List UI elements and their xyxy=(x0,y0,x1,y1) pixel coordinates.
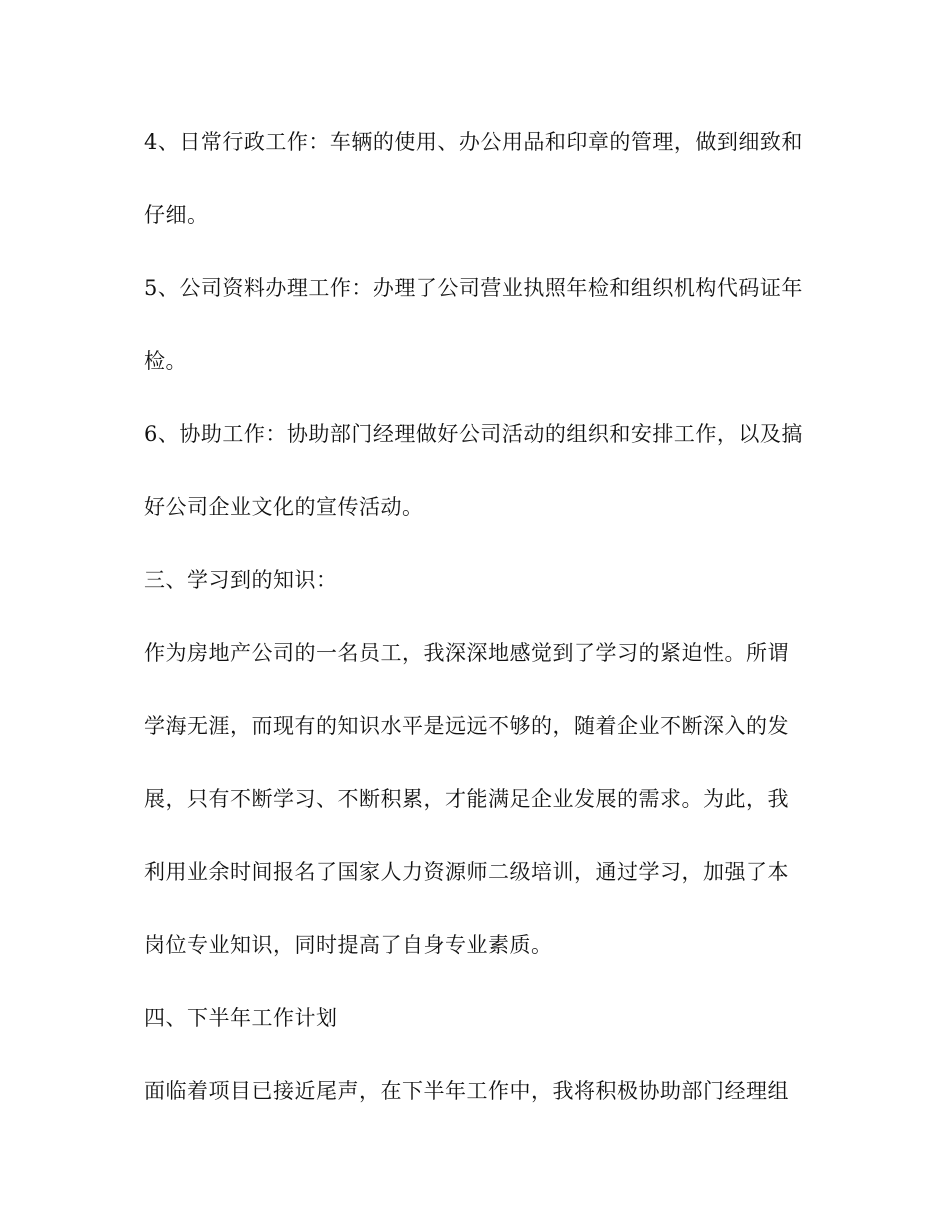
text-line: 6、协助工作：协助部门经理做好公司活动的组织和安排工作，以及搞 xyxy=(144,422,803,446)
text-line: 利用业余时间报名了国家人力资源师二级培训，通过学习，加强了本 xyxy=(144,860,789,884)
text-line: 4、日常行政工作：车辆的使用、办公用品和印章的管理，做到细致和 xyxy=(144,130,803,154)
text-line: 展，只有不断学习、不断积累，才能满足企业发展的需求。为此，我 xyxy=(144,787,789,811)
text-line: 岗位专业知识，同时提高了自身专业素质。 xyxy=(144,933,553,957)
text-line: 检。 xyxy=(144,349,187,373)
text-line: 面临着项目已接近尾声，在下半年工作中，我将积极协助部门经理组 xyxy=(144,1079,789,1103)
section-heading: 三、学习到的知识： xyxy=(144,568,338,592)
text-line: 5、公司资料办理工作：办理了公司营业执照年检和组织机构代码证年 xyxy=(144,276,803,300)
text-line: 好公司企业文化的宣传活动。 xyxy=(144,495,424,519)
text-line: 学海无涯，而现有的知识水平是远远不够的，随着企业不断深入的发 xyxy=(144,714,789,738)
text-line: 作为房地产公司的一名员工，我深深地感觉到了学习的紧迫性。所谓 xyxy=(144,641,789,665)
text-line: 仔细。 xyxy=(144,203,209,227)
section-heading: 四、下半年工作计划 xyxy=(144,1006,338,1030)
